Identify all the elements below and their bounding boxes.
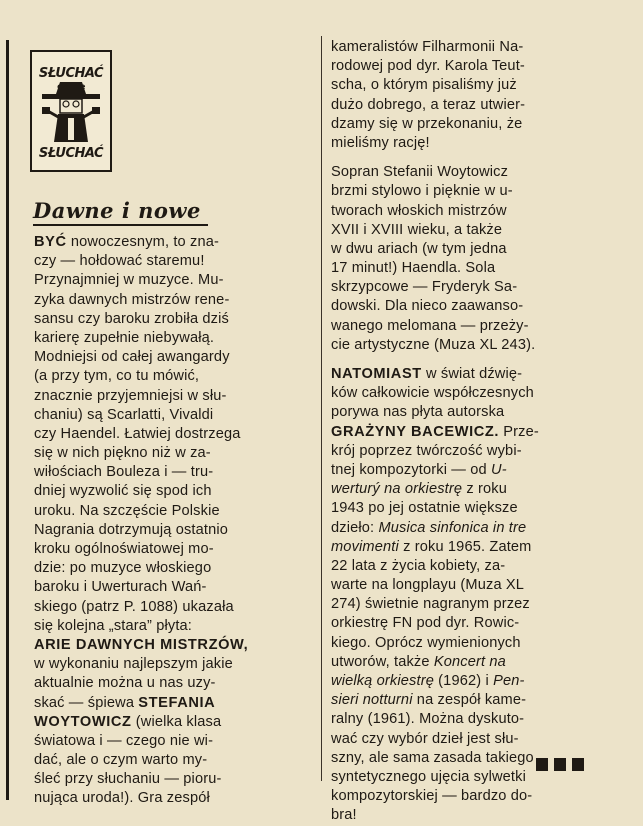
text-line [34,271,248,290]
text-line [331,57,539,76]
text-run: Pen- [493,673,525,689]
text-line [331,278,539,297]
text-run: (a przy tym, co tu mówić, [34,368,200,385]
left-border-rule [6,40,9,800]
text-line [34,387,248,406]
text-line [331,730,539,749]
text-run: dać, ale o czym warto my- [34,752,208,769]
text-run: 1943 po jej ostatnie większe [331,500,518,517]
text-run: kroku ogólnoświatowej mo- [34,541,214,557]
text-run: skać — śpiewa [34,694,139,711]
text-line [331,134,539,153]
text-run: STEFANIA [138,694,216,711]
text-line [331,787,539,806]
text-run: kameralistów Filharmonii Na- [331,39,524,55]
text-line [331,240,539,259]
text-line [34,444,248,463]
text-run: dzieło: [331,519,379,536]
logo-mid-text: czy nie [57,82,85,91]
text-run: BYĆ [34,234,67,250]
text-run: dzie: po muzyce włoskiego [34,560,212,577]
text-line [331,221,539,240]
text-line [331,576,539,595]
text-line [34,674,248,693]
text-run: porywa nas płyta autorska [331,404,505,421]
text-line [331,519,539,538]
text-line [331,76,539,95]
text-run: (1962) i [433,673,494,689]
text-line [34,789,248,808]
text-run: sieri notturni [331,692,413,709]
text-line [331,442,539,461]
text-run: WOYTOWICZ [34,713,132,730]
text-line [331,163,539,182]
end-mark [536,758,584,771]
paragraph-gap [331,153,539,163]
text-run: utworów, także [331,653,434,670]
text-line [331,634,539,653]
text-run: zyka dawnych mistrzów rene- [34,291,230,308]
text-run: ARIE DAWNYCH MISTRZÓW, [34,636,249,653]
text-line [34,406,248,425]
text-line [331,38,539,57]
text-run: światowa i — czego nie wi- [34,732,214,749]
text-line [34,482,248,501]
text-run: werturý na orkiestrę [331,481,463,498]
text-run: GRAŻYNY BACEWICZ. [331,423,500,440]
text-run: wać czy wybór dzieł jest słu- [331,730,519,747]
text-line [34,540,248,559]
text-line [331,317,539,336]
text-run: rodowej pod dyr. Karola Teut- [331,58,525,75]
text-line [331,297,539,316]
text-line [34,521,248,540]
text-line [331,499,539,518]
text-run: scha, o którym pisaliśmy już [331,77,517,94]
text-run: Prze- [499,423,539,440]
text-run: sansu czy baroku zrobiła dziś [34,310,229,327]
text-line [34,291,248,310]
text-run: aktualnie można u nas uzy- [34,675,216,692]
text-line [331,182,539,201]
text-line [34,233,248,252]
text-run: (wielka klasa [131,713,222,730]
text-line [331,403,539,422]
text-line [34,559,248,578]
text-run: 22 lata z życia kobiety, za- [331,557,506,574]
text-line [34,367,248,386]
text-run: warte na longplayu (Muza XL [331,577,525,594]
text-line [34,694,248,713]
text-line [331,557,539,576]
text-run: kiego. Oprócz wymienionych [331,634,521,651]
text-run: NATOMIAST [331,366,422,382]
text-run: znacznie przyjemniejsi w słu- [34,387,227,404]
text-run: dużo dobrego, a teraz utwier- [331,96,526,113]
text-run: chaniu) są Scarlatti, Vivaldi [34,406,214,423]
text-line [34,713,248,732]
text-line [331,806,539,825]
text-run: śleć przy słuchaniu — pioru- [34,771,222,788]
text-run: skrzypcowe — Fryderyk Sa- [331,279,518,296]
text-line [34,252,248,271]
text-line [34,348,248,367]
text-line [331,672,539,691]
left-column-text [34,233,248,809]
text-run: wielką orkiestrę [331,673,434,689]
text-line [331,336,539,355]
title-underline [33,224,208,226]
text-line [331,691,539,710]
text-line [331,96,539,115]
text-run: tworach włoskich mistrzów [331,202,507,219]
text-run: czy Haendel. Łatwiej dostrzega [34,425,241,442]
paragraph-gap [331,355,539,365]
text-run: się w nich piękno niż w za- [34,445,211,462]
text-run: dzamy się w przekonaniu, że [331,115,523,132]
text-line [34,463,248,482]
text-run: dniej wyzwolić się spod ich [34,483,212,500]
text-line [34,502,248,521]
text-run: z roku [462,481,508,498]
text-run: w świat dźwię- [421,366,523,382]
text-run: Musica sinfonica in tre [378,519,527,536]
text-run: 274) świetnie nagranym przez [331,596,530,613]
text-run: mieliśmy rację! [331,134,430,151]
text-line [34,425,248,444]
text-line [34,655,248,674]
text-line [331,538,539,557]
text-run: dowski. Dla nieco zaawanso- [331,298,524,315]
text-run: nowoczesnym, to zna- [66,234,220,250]
text-run: się kolejna „stara” płyta: [34,617,193,634]
text-line [331,614,539,633]
text-run: w dwu ariach (w tym jedna [331,240,507,257]
text-run: Koncert na [433,653,506,670]
text-run: XVII i XVIII wieku, a także [331,221,503,238]
text-line [34,598,248,617]
text-line [34,770,248,789]
text-run: Modniejsi od całej awangardy [34,349,230,366]
text-run: movimenti [331,538,399,555]
column-logo [30,50,112,172]
text-run: cie artystyczne (Muza XL 243). [331,336,536,353]
text-run: na zespół kame- [412,692,527,709]
text-run: ków całkowicie współczesnych [331,385,534,402]
column-divider [321,36,322,781]
text-run: uroku. Na szczęście Polskie [34,502,220,519]
text-line [331,423,539,442]
text-line [331,384,539,403]
text-run: krój poprzez twórczość wybi- [331,442,522,459]
text-line [34,578,248,597]
text-run: czy — hołdować staremu! [34,253,205,270]
logo-top-text: SŁUCHAĆ [38,66,104,81]
text-line [331,710,539,729]
text-line [34,636,248,655]
text-run: skiego (patrz P. 1088) ukazała [34,598,234,615]
text-line [34,617,248,636]
text-line [331,259,539,278]
end-square [572,758,584,771]
text-run: wiłościach Bouleza i — tru- [34,464,214,481]
text-run: karierę zupełnie niebywałą. [34,329,215,346]
text-run: kompozytorskiej — bardzo do- [331,788,533,805]
text-line [331,595,539,614]
text-line [331,202,539,221]
text-line [331,365,539,384]
text-run: wanego melomana — przeży- [331,317,529,334]
text-run: syntetycznego ujęcia sylwetki [331,768,526,785]
text-run: nująca uroda!). Gra zespół [34,790,210,807]
text-line [331,749,539,768]
text-run: w wykonaniu najlepszym jakie [34,656,233,673]
text-line [331,461,539,480]
text-run: szny, ale sama zasada takiego [331,749,534,766]
text-line [34,329,248,348]
text-run: U- [491,461,507,478]
text-line [34,310,248,329]
text-run: Nagrania dotrzymują ostatnio [34,521,229,538]
text-run: tnej kompozytorki — od [331,461,491,478]
text-line [34,732,248,751]
text-run: ralny (1961). Można dyskuto- [331,711,525,728]
text-run: Sopran Stefanii Woytowicz [331,164,509,181]
section-title: Dawne i nowe [33,198,201,223]
text-run: orkiestrę FN pod dyr. Rowic- [331,615,520,632]
logo-bottom-text: SŁUCHAĆ [38,146,104,161]
text-run: bra! [331,807,357,824]
text-line [331,653,539,672]
right-column-text [331,38,539,826]
text-run: brzmi stylowo i pięknie w u- [331,183,513,200]
end-square [536,758,548,771]
text-line [331,480,539,499]
text-run: baroku i Uwerturach Wań- [34,579,207,596]
text-run: z roku 1965. Zatem [398,538,532,555]
text-run: 17 minut!) Haendla. Sola [331,260,496,277]
text-run: Przynajmniej w muzyce. Mu- [34,272,224,289]
text-line [34,751,248,770]
text-line [331,768,539,787]
end-square [554,758,566,771]
text-line [331,115,539,134]
